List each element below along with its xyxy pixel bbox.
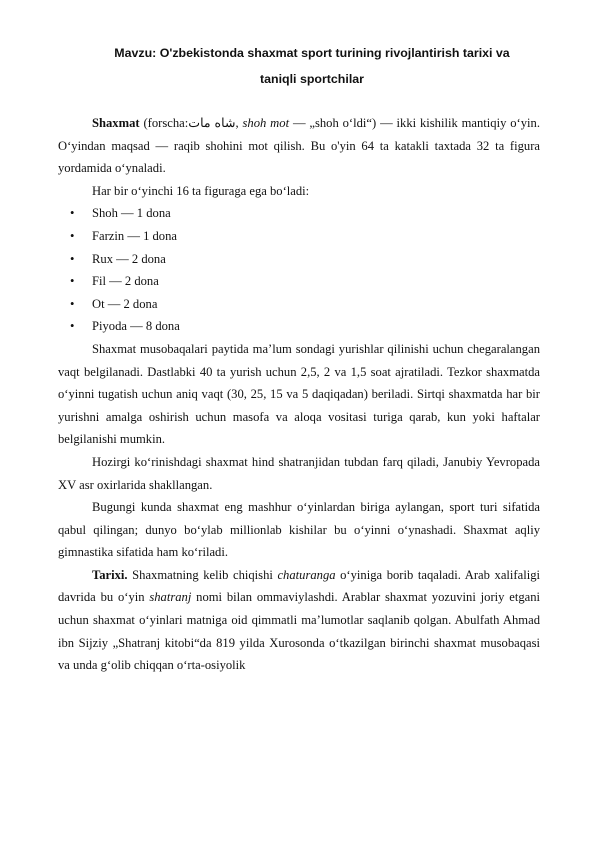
time-control-paragraph: Shaxmat musobaqalari paytida ma’lum sondagi yurishlar qilinishi uchun chegaralangan vaqt belgilanadi. Dastlabki 40 ta yurish uchun 2,5, 2 va 1,5 soat ajratiladi. Tezkor shaxmatda o‘yinni tugatish uchun aniq vaqt (30, 25, 15 va 5 daqiqadan) beriladi. Sirtqi shaxmatda har bir yurishni amalga oshirish uchun masofa va aloqa vositasi turiga qarab, kun yoki haftalar belgilanishi mumkin. [58, 341, 540, 447]
list-item [58, 202, 540, 225]
list-item-text: Rux — 2 dona [92, 251, 166, 266]
list-item-text: Shoh — 1 dona [92, 206, 171, 221]
pieces-list [58, 202, 540, 338]
history-text-3: nomi bilan ommaviylashdi. Arablar shaxmat yozuvini joriy etgani uchun shaxmat o‘yinlari matniga oid qimmatli ma’lumotlar saqlanib qolgan. Abulfath Ahmad ibn Sijziy „Shatranj kitobi“da 819 yilda Xurosonda o‘tkazilgan birinchi shaxmat musobaqasi va unda g‘olib chiqqan o‘rta-osiyolik [58, 590, 541, 673]
list-item-text: Farzin — 1 dona [92, 228, 177, 243]
bullet-icon: • [70, 228, 75, 243]
history-chaturanga: chaturanga [277, 567, 336, 582]
history-shatranj: shatranj [149, 590, 192, 605]
bullet-icon: • [70, 319, 75, 334]
title-line-2: taniqli sportchilar [260, 72, 364, 86]
list-item-text: Ot — 2 dona [92, 296, 158, 311]
intro-transliteration: shoh mot [242, 116, 290, 130]
list-item [58, 270, 540, 293]
history-text-1: Shaxmatning kelib chiqishi [127, 567, 278, 582]
intro-term: Shaxmat [92, 116, 140, 130]
bullet-icon: • [70, 296, 75, 311]
intro-persian-text: شاه مات [188, 116, 236, 130]
intro-paragraph [58, 112, 540, 180]
list-item [58, 293, 540, 316]
document-page [58, 40, 540, 677]
title-line-1: Mavzu: O'zbekistonda shaxmat sport turining rivojlantirish tarixi va [114, 46, 510, 60]
history-paragraph [58, 564, 540, 677]
bullet-icon: • [70, 206, 75, 221]
popularity-paragraph: Bugungi kunda shaxmat eng mashhur o‘yinlardan biriga aylangan, sport turi sifatida qabul qilingan; dunyo bo‘ylab millionlab kishilar bu o‘yinni o‘ynashadi. Shaxmat aqliy gimnastika sifatida ham ko‘riladi. [58, 500, 540, 560]
list-item-text: Piyoda — 8 dona [92, 319, 180, 334]
intro-rest: — „shoh o‘ldi“) — ikki kishilik mantiqiy o‘yin. O‘yindan maqsad — raqib shohini mot qilish. Bu o'yin 64 ta katakli taxtada 32 ta figura yordamida o‘ynaladi. [58, 116, 540, 176]
list-item-text: Fil — 2 dona [92, 274, 159, 289]
bullet-icon: • [70, 251, 75, 266]
history-heading: Tarixi. [92, 567, 128, 582]
list-item [58, 248, 540, 271]
title-spacer [58, 92, 540, 112]
list-item [58, 225, 540, 248]
bullet-icon: • [70, 274, 75, 289]
history-text-2: o‘yiniga borib taqaladi. Arab xalifaligi davrida bu o‘yin [58, 567, 540, 605]
pieces-intro: Har bir o‘yinchi 16 ta figuraga ega bo‘ladi: [92, 183, 310, 198]
document-title [58, 40, 540, 92]
intro-comma: , [235, 116, 243, 130]
list-item [58, 315, 540, 338]
intro-origin-prefix: (forscha: [139, 116, 189, 130]
modern-chess-paragraph: Hozirgi ko‘rinishdagi shaxmat hind shatranjidan tubdan farq qiladi, Janubiy Yevropada XV asr oxirlarida shakllangan. [58, 454, 540, 492]
